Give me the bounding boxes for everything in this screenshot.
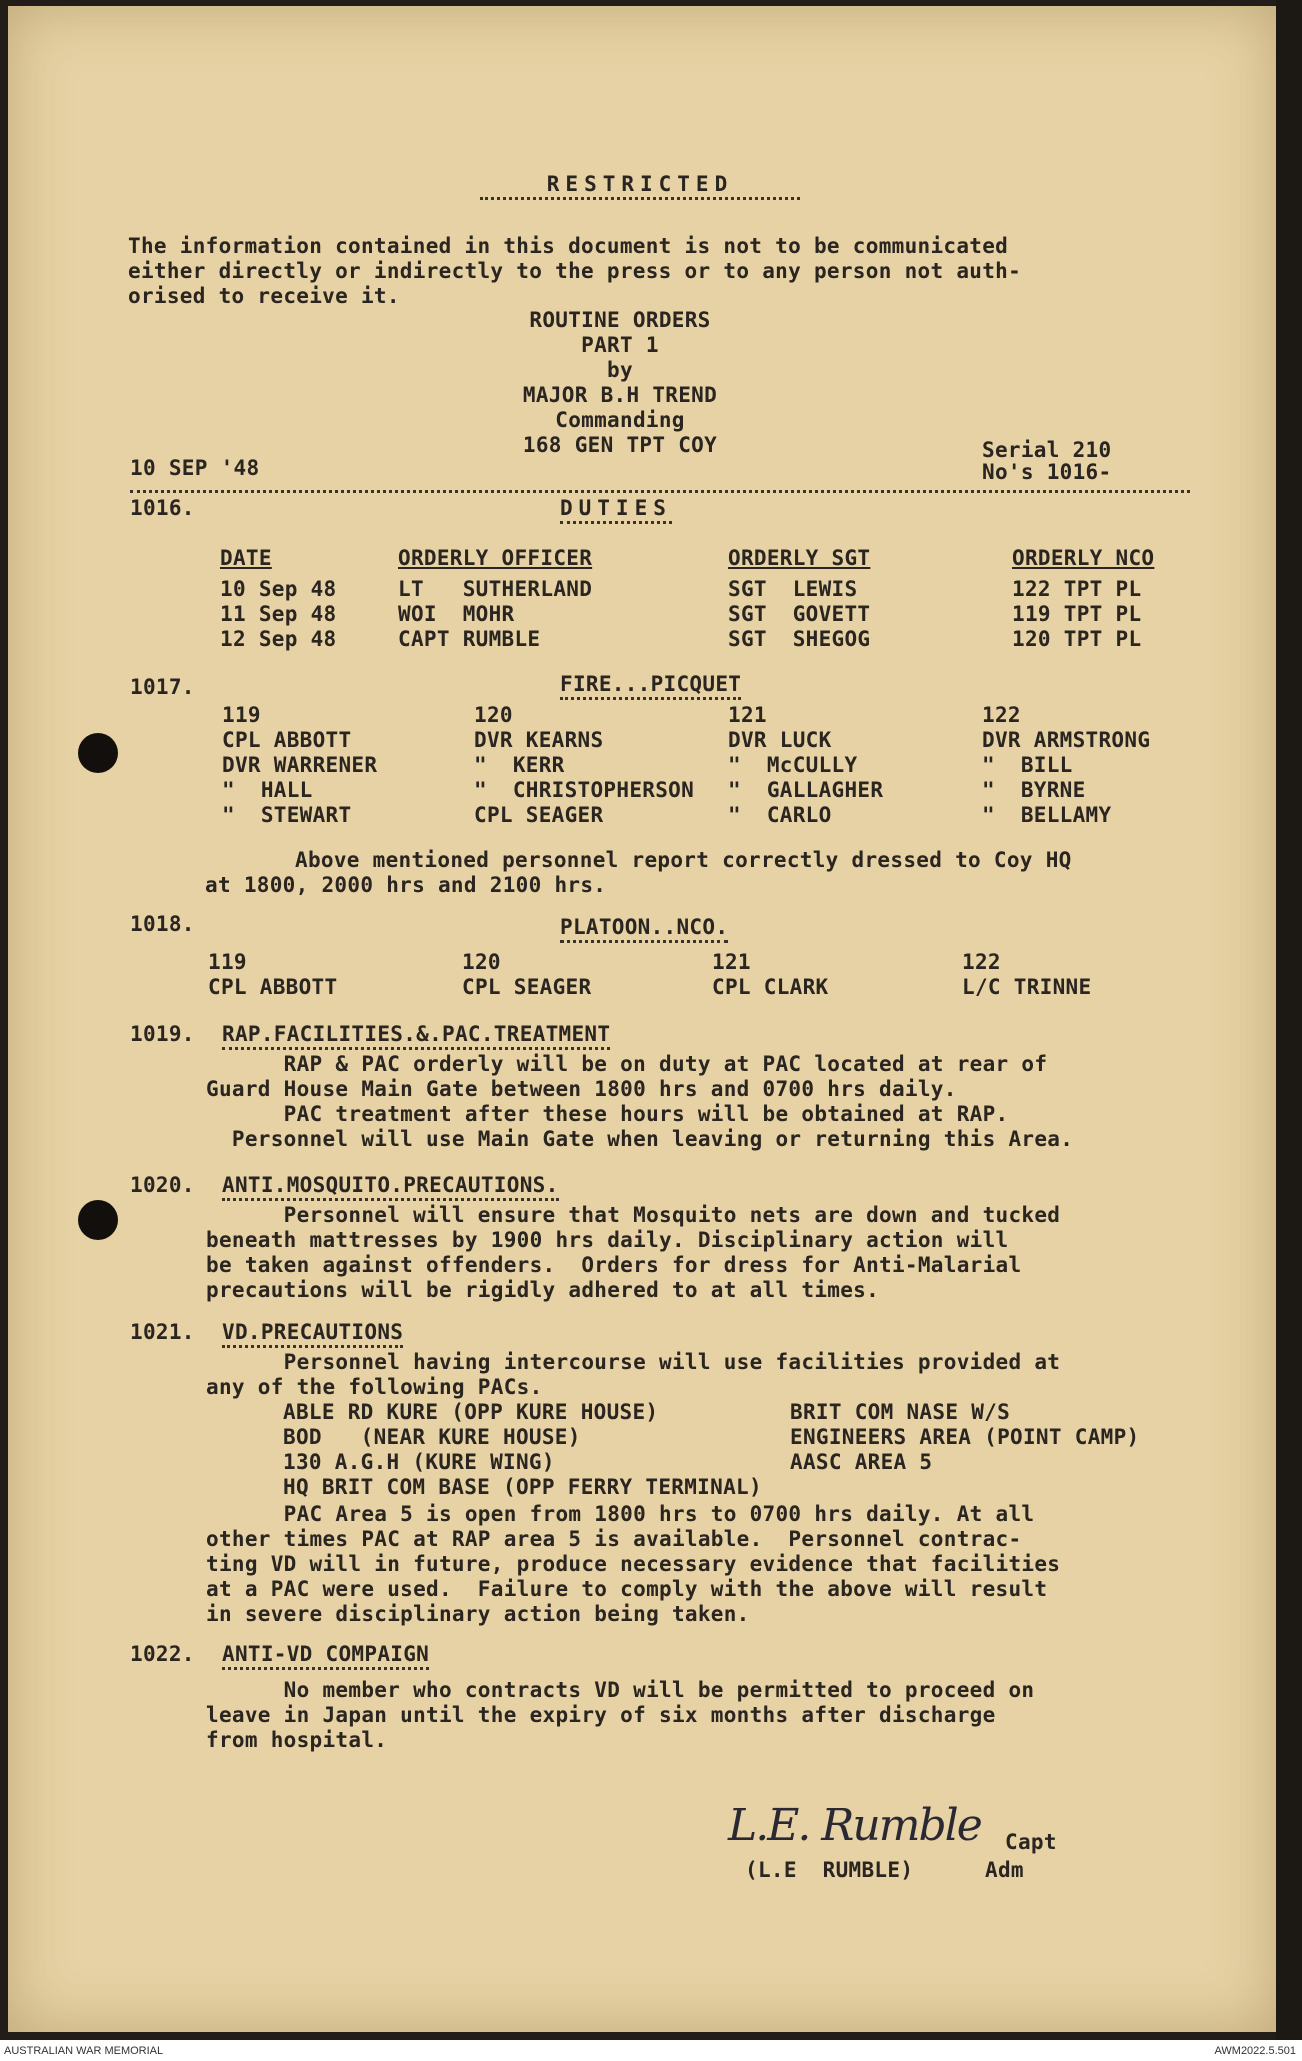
mosquito-line-3: be taken against offenders. Orders for dress for Anti-Malarial xyxy=(206,1253,1022,1277)
rap-line-4: Personnel will use Main Gate when leaving or returning this Area. xyxy=(206,1127,1074,1151)
page-edge-shadow xyxy=(1276,0,1302,2040)
vd-intro-line-2: any of the following PACs. xyxy=(206,1375,543,1399)
anti-vd-line-3: from hospital. xyxy=(206,1728,388,1752)
picquet-member: CPL SEAGER xyxy=(474,803,604,827)
punch-hole-bottom xyxy=(78,1200,118,1240)
vd-body-line-4: at a PAC were used. Failure to comply with the above will result xyxy=(206,1577,1048,1601)
vd-body-line-3: ting VD will in future, produce necessary evidence that facilities xyxy=(206,1552,1061,1576)
anti-vd-line-1: No member who contracts VD will be permitted to proceed on xyxy=(206,1678,1035,1702)
nco-name: CPL CLARK xyxy=(712,975,829,999)
section-heading-mosquito: ANTI.MOSQUITO.PRECAUTIONS. xyxy=(222,1173,559,1201)
duty-date: 12 Sep 48 xyxy=(220,627,337,651)
duty-officer: LT SUTHERLAND xyxy=(398,577,593,601)
nco-platoon: 121 xyxy=(712,950,751,974)
pac-location: AASC AREA 5 xyxy=(790,1450,933,1474)
section-heading-vd-precautions: VD.PRECAUTIONS xyxy=(222,1320,403,1348)
section-heading-duties: DUTIES xyxy=(560,496,672,524)
signatory-rank: Capt xyxy=(1005,1830,1057,1854)
duty-officer: WOI MOHR xyxy=(398,602,515,626)
picquet-member: DVR WARRENER xyxy=(222,753,378,777)
vd-intro-line-1: Personnel having intercourse will use facilities provided at xyxy=(206,1350,1061,1374)
mosquito-line-1: Personnel will ensure that Mosquito nets are down and tucked xyxy=(206,1203,1061,1227)
picquet-member: " BILL xyxy=(982,753,1073,777)
picquet-member: " STEWART xyxy=(222,803,352,827)
section-number-1018: 1018. xyxy=(130,912,195,936)
pac-location: ENGINEERS AREA (POINT CAMP) xyxy=(790,1425,1140,1449)
col-orderly-officer: ORDERLY OFFICER xyxy=(398,546,593,570)
duty-nco: 122 TPT PL xyxy=(1012,577,1142,601)
picquet-platoon: 120 xyxy=(474,703,513,727)
picquet-member: CPL ABBOTT xyxy=(222,728,352,752)
nco-platoon: 119 xyxy=(208,950,247,974)
header-rule xyxy=(130,490,1190,493)
notice-line-1: The information contained in this document is not to be communicated xyxy=(128,234,1009,258)
picquet-member: " McCULLY xyxy=(728,753,858,777)
vd-body-line-5: in severe disciplinary action being taken. xyxy=(206,1602,750,1626)
section-number-1019: 1019. xyxy=(130,1022,195,1046)
section-heading-rap: RAP.FACILITIES.&.PAC.TREATMENT xyxy=(222,1022,610,1050)
duty-date: 11 Sep 48 xyxy=(220,602,337,626)
picquet-member: " HALL xyxy=(222,778,313,802)
picquet-member: DVR KEARNS xyxy=(474,728,604,752)
nco-platoon: 120 xyxy=(462,950,501,974)
anti-vd-line-2: leave in Japan until the expiry of six months after discharge xyxy=(206,1703,996,1727)
title-unit: 168 GEN TPT COY xyxy=(522,433,718,457)
notice-line-2: either directly or indirectly to the press or to any person not auth- xyxy=(128,259,1022,283)
picquet-member: " KERR xyxy=(474,753,565,777)
picquet-platoon: 121 xyxy=(728,703,767,727)
rap-line-3: PAC treatment after these hours will be obtained at RAP. xyxy=(206,1102,1009,1126)
title-commanding: Commanding xyxy=(555,408,685,432)
archive-reference: AWM2022.5.501 xyxy=(1214,2045,1296,2057)
pac-location: ABLE RD KURE (OPP KURE HOUSE) xyxy=(283,1400,659,1424)
section-number-1020: 1020. xyxy=(130,1173,195,1197)
punch-hole-top xyxy=(78,733,118,773)
order-numbers: No's 1016- xyxy=(982,460,1112,484)
signatory-role: Adm xyxy=(985,1858,1024,1882)
title-routine-orders: ROUTINE ORDERS xyxy=(529,308,711,332)
col-orderly-sgt: ORDERLY SGT xyxy=(728,546,871,570)
duty-sgt: SGT LEWIS xyxy=(728,577,858,601)
section-heading-platoon-nco: PLATOON..NCO. xyxy=(560,915,728,943)
vd-body-line-2: other times PAC at RAP area 5 is available. Personnel contrac- xyxy=(206,1527,1022,1551)
section-number-1021: 1021. xyxy=(130,1320,195,1344)
duty-nco: 119 TPT PL xyxy=(1012,602,1142,626)
pac-location: BOD (NEAR KURE HOUSE) xyxy=(283,1425,581,1449)
duty-sgt: SGT GOVETT xyxy=(728,602,871,626)
picquet-member: " CHRISTOPHERSON xyxy=(474,778,695,802)
nco-platoon: 122 xyxy=(962,950,1001,974)
signatory-name: (L.E RUMBLE) xyxy=(745,1858,914,1882)
title-by: by xyxy=(607,358,633,382)
notice-line-3: orised to receive it. xyxy=(128,284,400,308)
section-number-1022: 1022. xyxy=(130,1642,195,1666)
picquet-instructions-line-2: at 1800, 2000 hrs and 2100 hrs. xyxy=(205,873,607,897)
duty-officer: CAPT RUMBLE xyxy=(398,627,541,651)
section-heading-anti-vd: ANTI-VD COMPAIGN xyxy=(222,1642,429,1670)
vd-body-line-1: PAC Area 5 is open from 1800 hrs to 0700 hrs daily. At all xyxy=(206,1502,1035,1526)
duty-nco: 120 TPT PL xyxy=(1012,627,1142,651)
picquet-member: " GALLAGHER xyxy=(728,778,884,802)
picquet-member: " CARLO xyxy=(728,803,832,827)
restricted-heading: RESTRICTED xyxy=(480,172,800,200)
picquet-platoon: 122 xyxy=(982,703,1021,727)
picquet-member: " BYRNE xyxy=(982,778,1086,802)
rap-line-2: Guard House Main Gate between 1800 hrs and 0700 hrs daily. xyxy=(206,1077,957,1101)
picquet-instructions-line-1: Above mentioned personnel report correctly dressed to Coy HQ xyxy=(295,848,1072,872)
order-date: 10 SEP '48 xyxy=(130,456,260,480)
mosquito-line-4: precautions will be rigidly adhered to at all times. xyxy=(206,1278,880,1302)
nco-name: L/C TRINNE xyxy=(962,975,1092,999)
col-orderly-nco: ORDERLY NCO xyxy=(1012,546,1155,570)
title-part: PART 1 xyxy=(581,333,659,357)
nco-name: CPL SEAGER xyxy=(462,975,592,999)
serial-number: Serial 210 xyxy=(982,438,1112,462)
rap-line-1: RAP & PAC orderly will be on duty at PAC located at rear of xyxy=(206,1052,1048,1076)
section-number-1016: 1016. xyxy=(130,496,195,520)
section-heading-fire-picquet: FIRE...PICQUET xyxy=(560,672,741,700)
section-number-1017: 1017. xyxy=(130,675,195,699)
pac-location: HQ BRIT COM BASE (OPP FERRY TERMINAL) xyxy=(283,1475,762,1499)
picquet-member: " BELLAMY xyxy=(982,803,1112,827)
title-commander: MAJOR B.H TREND xyxy=(522,383,718,407)
pac-location: BRIT COM NASE W/S xyxy=(790,1400,1011,1424)
picquet-member: DVR LUCK xyxy=(728,728,832,752)
handwritten-signature: L.E. Rumble xyxy=(728,1800,981,1851)
col-date: DATE xyxy=(220,546,272,570)
picquet-platoon: 119 xyxy=(222,703,261,727)
pac-location: 130 A.G.H (KURE WING) xyxy=(283,1450,555,1474)
archive-credit: AUSTRALIAN WAR MEMORIAL xyxy=(4,2045,164,2057)
mosquito-line-2: beneath mattresses by 1900 hrs daily. Disciplinary action will xyxy=(206,1228,1009,1252)
nco-name: CPL ABBOTT xyxy=(208,975,338,999)
duty-date: 10 Sep 48 xyxy=(220,577,337,601)
duty-sgt: SGT SHEGOG xyxy=(728,627,871,651)
picquet-member: DVR ARMSTRONG xyxy=(982,728,1151,752)
